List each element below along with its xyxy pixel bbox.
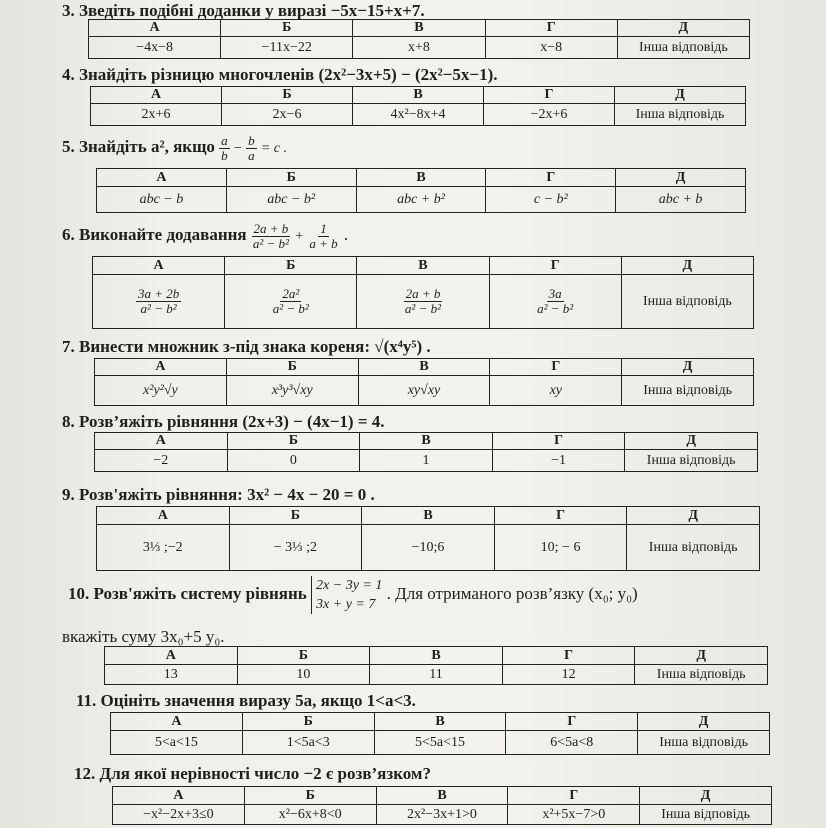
option-a[interactable]: 2x+6 (91, 104, 222, 126)
option-g[interactable]: 6<5a<8 (506, 731, 638, 755)
option-g[interactable]: −2x+6 (484, 104, 615, 126)
option-a[interactable]: abc − b (97, 187, 227, 213)
header-a: А (89, 20, 221, 37)
option-d[interactable]: Інша відповідь (627, 525, 760, 571)
option-g[interactable]: x−8 (485, 37, 617, 59)
fraction-a-over-b: $\frac{a}{b}$ (221, 133, 228, 163)
header-b: Б (222, 87, 353, 104)
header-v: В (370, 647, 503, 665)
option-v[interactable]: xy√xy (358, 376, 490, 406)
header-d: Д (627, 507, 760, 525)
header-d: Д (625, 433, 758, 450)
answer-table-10 (104, 646, 768, 685)
header-g: Г (494, 507, 627, 525)
question-11: 11. Оцініть значення виразу 5a, якщо 1<a<3. (76, 691, 416, 710)
option-v[interactable]: 11 (370, 665, 503, 685)
header-a: А (105, 647, 238, 665)
option-v[interactable]: 1 (360, 450, 493, 472)
option-g[interactable]: −1 (492, 450, 625, 472)
option-d[interactable]: Інша відповідь (621, 275, 753, 329)
option-b[interactable]: x²−6x+8<0 (244, 805, 376, 825)
header-b: Б (237, 647, 370, 665)
option-b[interactable]: 1<5a<3 (242, 731, 374, 755)
option-a[interactable]: −4x−8 (89, 37, 221, 59)
question-7: 7. Винести множник з-під знака кореня: √(x⁴y⁵) . (62, 337, 431, 356)
option-d[interactable]: Інша відповідь (615, 104, 746, 126)
header-a: А (97, 507, 230, 525)
fraction-b-over-a: $\frac{b}{a}$ (248, 133, 255, 163)
header-b: Б (229, 507, 362, 525)
option-b[interactable]: 10 (237, 665, 370, 685)
header-g: Г (486, 169, 616, 187)
option-d[interactable]: Інша відповідь (622, 376, 754, 406)
answer-table-11 (110, 712, 770, 755)
header-v: В (362, 507, 495, 525)
header-b: Б (227, 433, 360, 450)
option-b[interactable]: 2x−6 (222, 104, 353, 126)
option-b[interactable]: abc − b² (226, 187, 356, 213)
fraction-2: $\frac{1}{a + b}$ (309, 221, 338, 251)
option-b[interactable]: x³y³√xy (226, 376, 358, 406)
header-v: В (374, 713, 506, 731)
header-v: В (353, 20, 485, 37)
option-v[interactable]: abc + b² (356, 187, 486, 213)
header-b: Б (242, 713, 374, 731)
answer-table-7 (94, 358, 754, 406)
option-a[interactable]: 3⅓ ;−2 (97, 525, 230, 571)
option-d[interactable]: abc + b (616, 187, 746, 213)
option-g[interactable]: x²+5x−7>0 (508, 805, 640, 825)
header-v: В (353, 87, 484, 104)
fraction-1: $\frac{2a + b}{\text{a² − b²}}$ (252, 221, 289, 251)
header-a: А (111, 713, 243, 731)
header-v: В (358, 359, 490, 376)
option-v[interactable]: $\frac{2a + b}{\text{a² − b²}}$ (357, 275, 489, 329)
header-d: Д (635, 647, 768, 665)
header-v: В (357, 257, 489, 275)
header-g: Г (492, 433, 625, 450)
header-b: Б (225, 257, 357, 275)
header-d: Д (640, 787, 772, 805)
header-g: Г (506, 713, 638, 731)
answer-table-3 (88, 19, 750, 59)
option-a[interactable]: −2 (95, 450, 228, 472)
header-b: Б (244, 787, 376, 805)
header-a: А (97, 169, 227, 187)
header-d: Д (615, 87, 746, 104)
option-a[interactable]: 5<a<15 (111, 731, 243, 755)
option-b[interactable]: − 3⅓ ;2 (229, 525, 362, 571)
option-d[interactable]: Інша відповідь (640, 805, 772, 825)
header-b: Б (221, 20, 353, 37)
question-5: 5. Знайдіть a², якщо $\frac{a}{b}$ − $\frac{b}{a}$ = c . (62, 133, 287, 163)
option-v[interactable]: 2x²−3x+1>0 (376, 805, 508, 825)
answer-table-9 (96, 506, 760, 571)
option-d[interactable]: Інша відповідь (638, 731, 770, 755)
header-d: Д (617, 20, 749, 37)
header-v: В (360, 433, 493, 450)
header-a: А (113, 787, 245, 805)
answer-table-5 (96, 168, 746, 213)
question-12: 12. Для якої нерівності число −2 є розв’язком? (74, 764, 432, 783)
header-d: Д (616, 169, 746, 187)
option-d[interactable]: Інша відповідь (625, 450, 758, 472)
question-9: 9. Розв'яжіть рівняння: 3x² − 4x − 20 = 0 . (62, 485, 375, 504)
header-a: А (95, 359, 227, 376)
option-g[interactable]: xy (490, 376, 622, 406)
option-g[interactable]: c − b² (486, 187, 616, 213)
header-v: В (376, 787, 508, 805)
option-g[interactable]: 10; − 6 (494, 525, 627, 571)
header-g: Г (485, 20, 617, 37)
header-b: Б (226, 359, 358, 376)
question-4: 4. Знайдіть різницю многочленів (2x²−3x+5) − (2x²−5x−1). (62, 65, 498, 84)
answer-table-12 (112, 786, 772, 825)
header-a: А (95, 433, 228, 450)
header-a: А (91, 87, 222, 104)
answer-table-8 (94, 432, 758, 472)
header-d: Д (621, 257, 753, 275)
answer-table-6 (92, 256, 754, 329)
question-8: 8. Розв’яжіть рівняння (2x+3) − (4x−1) = 4. (62, 412, 385, 431)
answer-table-4 (90, 86, 746, 126)
option-a[interactable]: −x²−2x+3≤0 (113, 805, 245, 825)
option-a[interactable]: $\frac{3a + 2b}{\text{a² − b²}}$ (93, 275, 225, 329)
header-a: А (93, 257, 225, 275)
header-d: Д (622, 359, 754, 376)
option-d[interactable]: Інша відповідь (635, 665, 768, 685)
option-b[interactable]: $\frac{\text{2a²}}{\text{a² − b²}}$ (225, 275, 357, 329)
option-a[interactable]: x²y²√y (95, 376, 227, 406)
header-g: Г (502, 647, 635, 665)
header-b: Б (226, 169, 356, 187)
option-g[interactable]: 12 (502, 665, 635, 685)
option-b[interactable]: −11x−22 (221, 37, 353, 59)
option-v[interactable]: x+8 (353, 37, 485, 59)
equation-system: 2x − 3y = 1 3x + y = 7 (311, 576, 382, 614)
header-d: Д (638, 713, 770, 731)
option-a[interactable]: 13 (105, 665, 238, 685)
header-g: Г (508, 787, 640, 805)
header-g: Г (484, 87, 615, 104)
header-g: Г (489, 257, 621, 275)
question-10: 10. Розв'яжіть систему рівнянь 2x − 3y = 1 3x + y = 7 . Для отриманого розв’язку (x₀; y₀) (68, 578, 638, 612)
header-g: Г (490, 359, 622, 376)
question-6: 6. Виконайте додавання $\frac{2a + b}{\text{a² − b²}}$ + $\frac{1}{a + b}$ . (62, 221, 349, 251)
option-d[interactable]: Інша відповідь (617, 37, 749, 59)
option-b[interactable]: 0 (227, 450, 360, 472)
header-v: В (356, 169, 486, 187)
option-v[interactable]: −10;6 (362, 525, 495, 571)
option-v[interactable]: 5<5a<15 (374, 731, 506, 755)
question-3: 3. Зведіть подібні доданки у виразі −5x−15+x+7. (62, 1, 425, 20)
option-v[interactable]: 4x²−8x+4 (353, 104, 484, 126)
question-10-line-2: вкажіть суму 3x₀+5 y₀. (62, 627, 225, 646)
option-g[interactable]: $\frac{3a}{\text{a² − b²}}$ (489, 275, 621, 329)
